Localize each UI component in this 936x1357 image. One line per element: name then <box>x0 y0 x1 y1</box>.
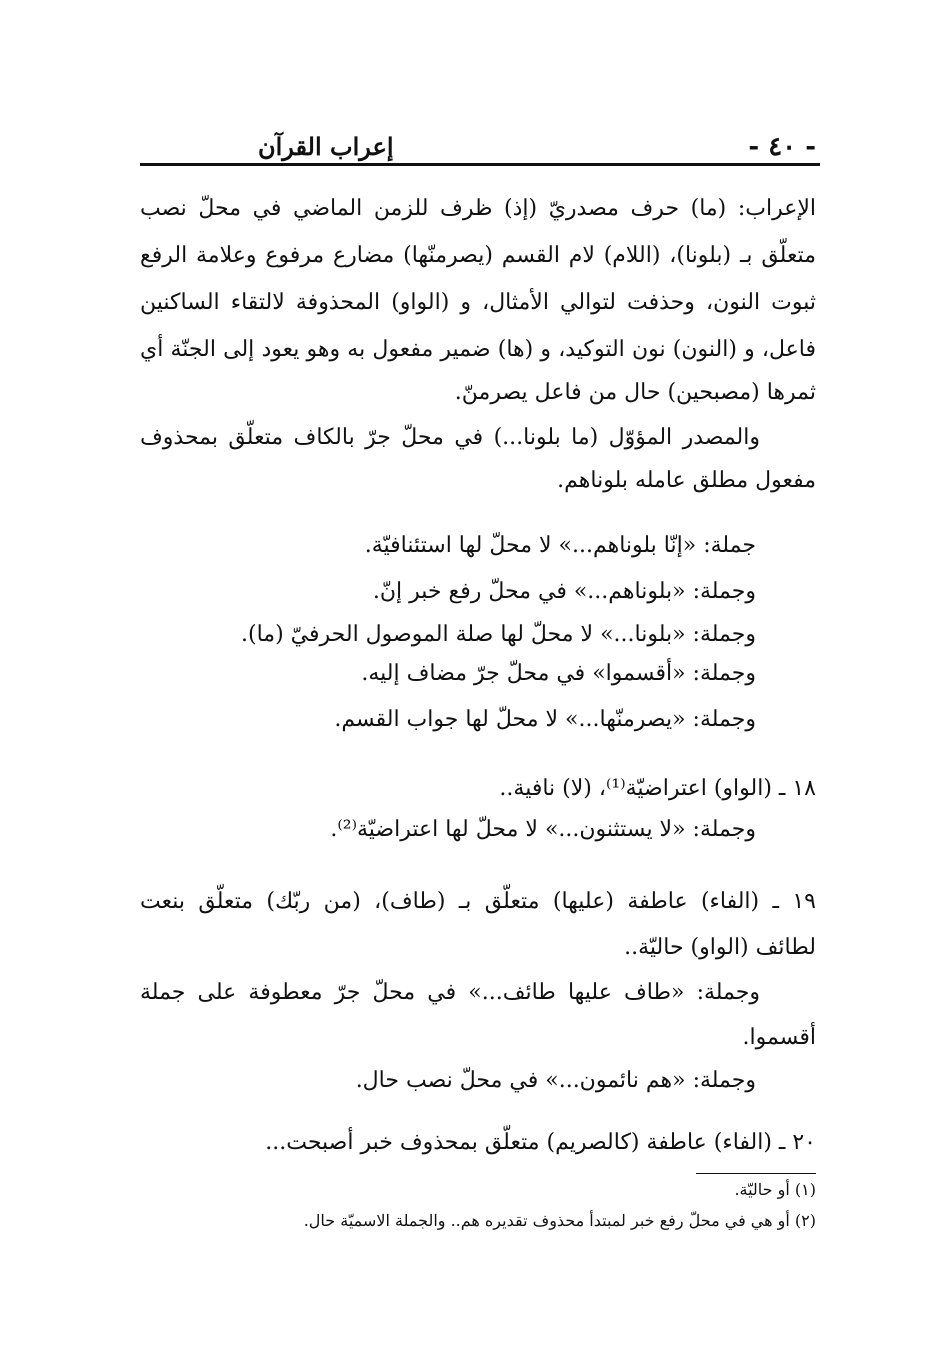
text-line: مفعول مطلق عامله بلوناهم. <box>557 468 816 493</box>
sentence-line: وجملة: «لا يستثنون...» لا محلّ لها اعتراضيّة⁽²⁾. <box>330 817 756 842</box>
footnote-1: (١) أو حاليّة. <box>734 1180 816 1199</box>
text-line: لطائف (الواو) حاليّة.. <box>624 935 816 960</box>
sentence-line: وجملة: «بلونا...» لا محلّ لها صلة الموصول الحرفيّ (ما). <box>241 622 756 647</box>
text-line: والمصدر المؤوّل (ما بلونا...) في محلّ جرّ بالكاف متعلّق بمحذوف <box>140 425 760 450</box>
running-title: إعراب القرآن <box>258 132 394 161</box>
footnote-2: (٢) أو هي في محلّ رفع خبر لمبتدأ محذوف تقديره هم.. والجملة الاسميّة حال. <box>303 1211 816 1230</box>
text-line: أقسموا. <box>742 1025 816 1050</box>
sentence-line: جملة: «إنّا بلوناهم...» لا محلّ لها استئنافيّة. <box>364 533 756 558</box>
text-line: فاعل، و (النون) نون التوكيد، و (ها) ضمير مفعول به وهو يعود إلى الجنّة أي <box>140 337 816 362</box>
text-line: الإعراب: (ما) حرف مصدريّ (إذ) ظرف للزمن الماضي في محلّ نصب <box>140 196 816 221</box>
verse-analysis-20: ٢٠ ـ (الفاء) عاطفة (كالصريم) متعلّق بمحذوف خبر أصبحت... <box>265 1130 816 1155</box>
text-line: متعلّق بـ (بلونا)، (اللام) لام القسم (يصرمنّها) مضارع مرفوع وعلامة الرفع <box>140 243 816 268</box>
sentence-line: وجملة: «يصرمنّها...» لا محلّ لها جواب القسم. <box>334 707 756 732</box>
verse-analysis-19: ١٩ ـ (الفاء) عاطفة (عليها) متعلّق بـ (طاف)، (من ربّك) متعلّق بنعت <box>140 889 816 914</box>
page-number: - ٤٠ - <box>748 132 816 162</box>
page-header <box>140 126 820 164</box>
sentence-line: وجملة: «أقسموا» في محلّ جرّ مضاف إليه. <box>361 661 756 686</box>
footnote-rule <box>696 1173 816 1174</box>
header-rule <box>140 163 820 166</box>
verse-analysis-18: ١٨ ـ (الواو) اعتراضيّة⁽¹⁾، (لا) نافية.. <box>499 776 816 801</box>
sentence-line: وجملة: «هم نائمون...» في محلّ نصب حال. <box>355 1068 756 1093</box>
sentence-line: وجملة: «طاف عليها طائف...» في محلّ جرّ معطوفة على جملة <box>140 980 760 1005</box>
text-line: ثبوت النون، وحذفت لتوالي الأمثال، و (الواو) المحذوفة لالتقاء الساكنين <box>140 290 816 315</box>
text-line: ثمرها (مصبحين) حال من فاعل يصرمنّ. <box>454 380 816 405</box>
sentence-line: وجملة: «بلوناهم...» في محلّ رفع خبر إنّ. <box>372 579 756 604</box>
